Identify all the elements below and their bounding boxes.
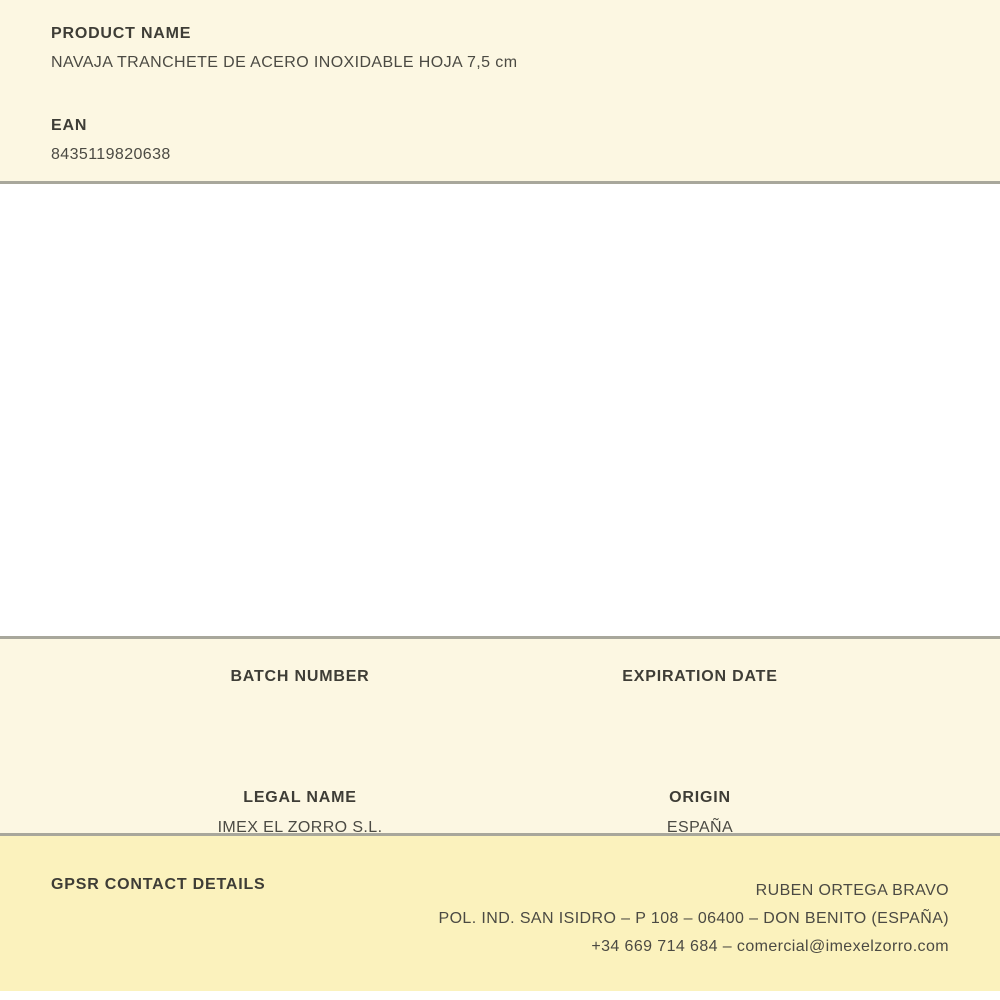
product-name-value: NAVAJA TRANCHETE DE ACERO INOXIDABLE HOJA 7,5 cm [51,54,518,71]
product-image-placeholder [0,184,1000,639]
expiration-date-label: EXPIRATION DATE [622,668,778,685]
batch-number-block [100,669,500,715]
contact-phone-email: +34 669 714 684 – comercial@imexelzorro.com [591,938,949,955]
gpsr-contact-section [0,836,1000,991]
ean-label: EAN [51,117,88,134]
product-name-label: PRODUCT NAME [51,25,192,42]
ean-value: 8435119820638 [51,146,171,163]
details-row-legal-origin [100,790,900,836]
origin-label: ORIGIN [669,789,731,806]
origin-value: ESPAÑA [666,819,734,836]
product-name-block [51,26,949,71]
details-section [0,639,1000,836]
legal-name-block [100,790,500,836]
gpsr-contact-label: GPSR CONTACT DETAILS [51,876,266,893]
details-row-batch-expiration [100,669,900,715]
ean-block [51,118,949,163]
contact-person-name: RUBEN ORTEGA BRAVO [755,882,949,899]
expiration-date-value [500,699,900,715]
batch-number-value [100,699,500,715]
legal-name-label: LEGAL NAME [243,789,357,806]
gpsr-contact-info [439,877,950,961]
batch-number-label: BATCH NUMBER [230,668,370,685]
expiration-date-block [500,669,900,715]
contact-address: POL. IND. SAN ISIDRO – P 108 – 06400 – DON BENITO (ESPAÑA) [438,910,949,927]
origin-block [500,790,900,836]
legal-name-value: IMEX EL ZORRO S.L. [217,819,383,836]
product-header-section [0,0,1000,184]
